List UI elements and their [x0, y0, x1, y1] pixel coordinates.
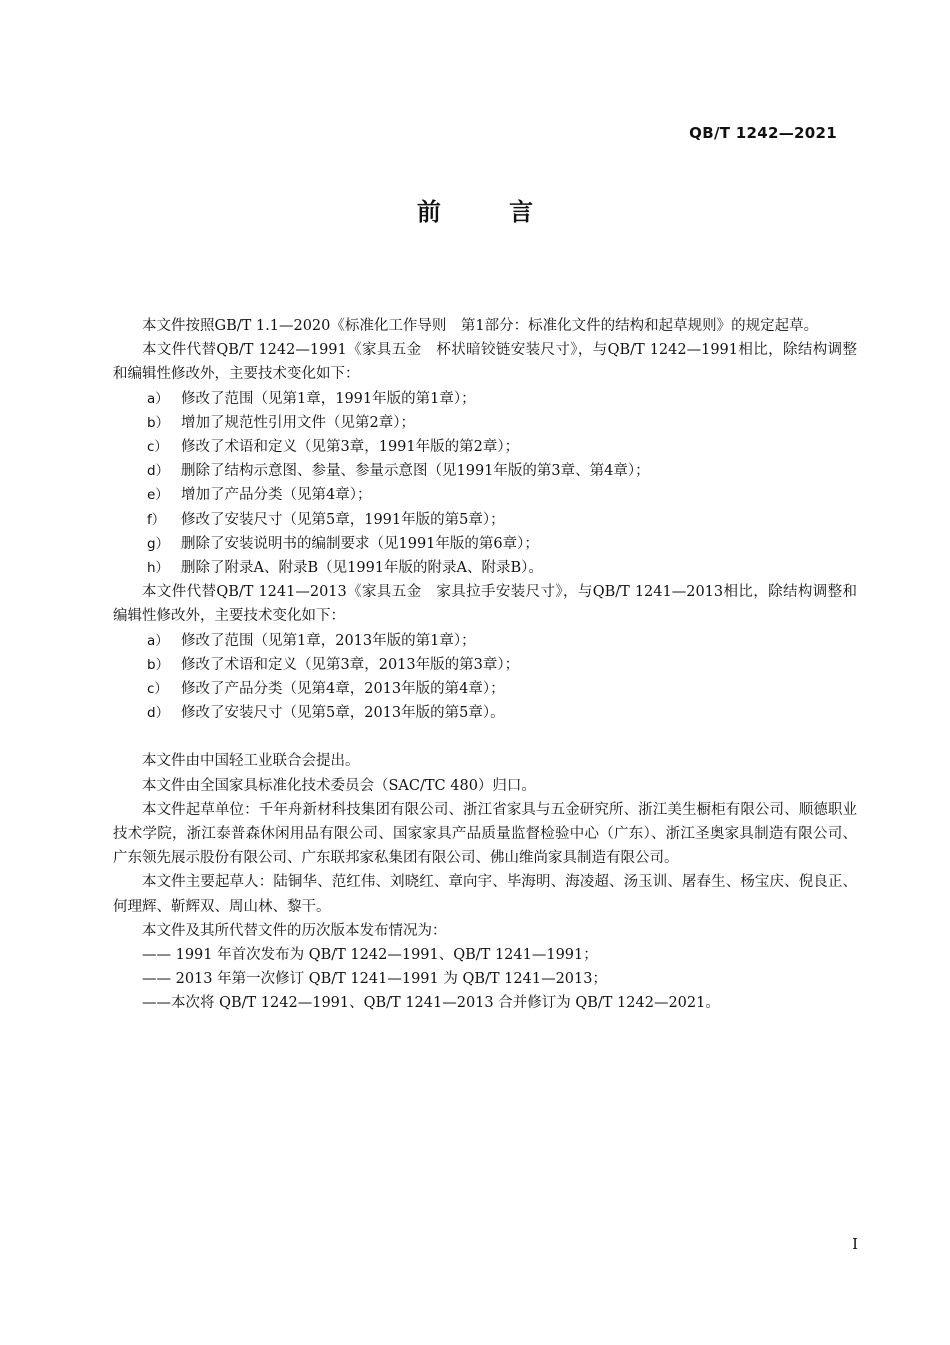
list-item-text: 修改了范围（见第1章，1991年版的第1章）；	[181, 390, 476, 407]
list-item-text: 修改了产品分类（见第4章，2013年版的第4章）；	[181, 681, 505, 698]
list-item-text: 删除了结构示意图、参量、参量示意图（见1991年版的第3章、第4章）；	[181, 463, 650, 480]
list-item	[113, 483, 857, 507]
list-item-label: a）	[147, 390, 169, 407]
list-item-label: d）	[147, 463, 170, 480]
page-number: I	[852, 1235, 858, 1253]
intro-paragraph: 本文件按照GB/T 1.1—2020《标准化工作导则 第1部分：标准化文件的结构和起草规则》的规定起草。	[142, 318, 819, 334]
list-item-label: e）	[147, 487, 169, 504]
list-item-text: 修改了术语和定义（见第3章，1991年版的第2章）；	[181, 439, 520, 456]
list-item	[113, 556, 857, 580]
standard-number: QB/T 1242—2021	[689, 124, 837, 142]
list-item	[113, 701, 857, 725]
list-item	[113, 653, 857, 677]
list-item-label: c）	[147, 439, 168, 456]
list-item-label: c）	[147, 681, 168, 698]
list-item-label: f）	[147, 511, 166, 528]
list-item-label: b）	[147, 414, 170, 431]
list-item-label: d）	[147, 705, 170, 722]
list-item-text: 修改了安装尺寸（见第5章，1991年版的第5章）；	[181, 511, 505, 528]
managed-by: 本文件由全国家具标准化技术委员会（SAC/TC 480）归口。	[142, 777, 536, 794]
paragraph-gap	[113, 725, 857, 749]
list-item-text: 删除了附录A、附录B（见1991年版的附录A、附录B）。	[181, 560, 543, 577]
history-entry: —— 1991 年首次发布为 QB/T 1242—1991、QB/T 1241—1991；	[142, 947, 598, 964]
list-item	[113, 411, 857, 435]
list-item	[113, 435, 857, 459]
list-item-label: h）	[147, 560, 170, 577]
list-item	[113, 532, 857, 556]
list-item-text: 修改了安装尺寸（见第5章，2013年版的第5章）。	[181, 705, 505, 722]
drafters: 本文件主要起草人：陆铜华、范红伟、刘晓红、章向宇、毕海明、海凌超、汤玉训、屠春生、杨宝庆、倪良正、何理辉、靳辉双、周山林、黎干。	[113, 874, 857, 915]
history-entry: —— 2013 年第一次修订 QB/T 1241—1991 为 QB/T 1241—2013；	[142, 971, 607, 988]
list-item-text: 修改了范围（见第1章，2013年版的第1章）；	[181, 632, 476, 649]
list-item-text: 删除了安装说明书的编制要求（见1991年版的第6章）；	[181, 535, 539, 552]
list-item-label: b）	[147, 656, 170, 673]
list-item	[113, 677, 857, 701]
list-item	[113, 459, 857, 483]
list-item-text: 增加了产品分类（见第4章）；	[181, 487, 372, 504]
list-item-text: 增加了规范性引用文件（见第2章）；	[181, 414, 415, 431]
list-item	[113, 387, 857, 411]
changes-list-2	[113, 629, 857, 726]
list-item-label: a）	[147, 632, 169, 649]
list-item	[113, 629, 857, 653]
history-intro: 本文件及其所代替文件的历次版本发布情况为：	[142, 922, 447, 939]
list-item-text: 修改了术语和定义（见第3章，2013年版的第3章）；	[181, 656, 520, 673]
list-item	[113, 508, 857, 532]
list-item-label: g）	[147, 535, 170, 552]
proposed-by: 本文件由中国轻工业联合会提出。	[142, 753, 360, 770]
page-title: 前 言	[416, 198, 564, 226]
history-entry: ——本次将 QB/T 1242—1991、QB/T 1241—2013 合并修订为 QB/T 1242—2021。	[142, 995, 720, 1012]
changes-list-1	[113, 387, 857, 581]
drafting-units: 本文件起草单位：千年舟新材科技集团有限公司、浙江省家具与五金研究所、浙江美生橱柜有限公司、顺德职业技术学院，浙江泰普森休闲用品有限公司、国家家具产品质量监督检验中心（广东）、浙江圣奥家具制造有限公司、广东领先展示股份有限公司、广东联邦家私集团有限公司、佛山维尚家具制造有限公司。	[113, 801, 857, 867]
replace-paragraph-1: 本文件代替QB/T 1242—1991《家具五金 杯状暗铰链安装尺寸》，与QB/T 1242—1991相比，除结构调整和编辑性修改外，主要技术变化如下：	[113, 342, 857, 383]
replace-paragraph-2: 本文件代替QB/T 1241—2013《家具五金 家具拉手安装尺寸》，与QB/T 1241—2013相比，除结构调整和编辑性修改外，主要技术变化如下：	[113, 584, 857, 625]
foreword-body	[113, 314, 857, 1016]
